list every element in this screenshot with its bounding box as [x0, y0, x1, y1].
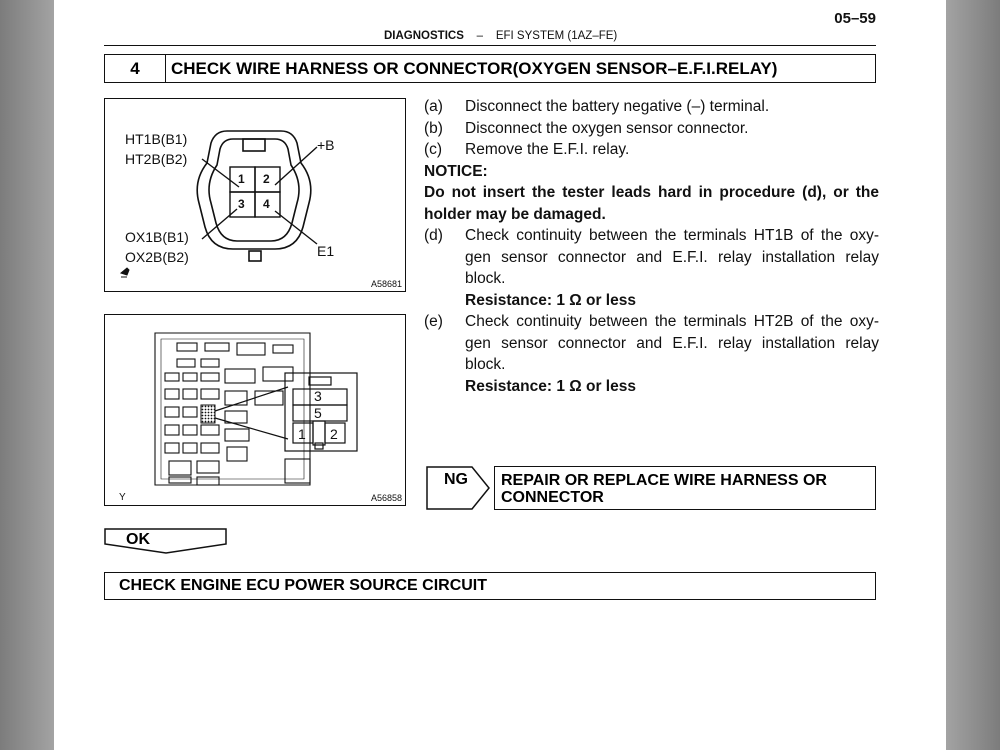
relay-block-figure — [104, 314, 406, 506]
pin-4: 4 — [263, 197, 270, 211]
item-text: Check continuity between the terminals HT1B of the oxy-gen sensor connector and E.F.I. relay installation relay block. — [465, 227, 879, 287]
header-rule — [104, 45, 876, 46]
relay-pin-3: 3 — [314, 388, 322, 404]
section-name: DIAGNOSTICS — [384, 30, 464, 42]
relay-pin-2: 2 — [330, 426, 338, 442]
pin-1: 1 — [238, 172, 245, 186]
label-ht2b: HT2B(B2) — [125, 151, 188, 167]
ok-label: OK — [126, 531, 150, 548]
figure-id: A56858 — [371, 493, 403, 503]
ok-branch-tag — [104, 528, 228, 554]
figure-corner-mark: Y — [119, 492, 126, 503]
item-text: Disconnect the battery negative (–) terminal. — [465, 98, 770, 115]
relay-pin-5: 5 — [314, 405, 322, 421]
viewer-left-margin — [0, 0, 54, 750]
system-name: EFI SYSTEM (1AZ–FE) — [495, 30, 618, 42]
resistance-spec: Resistance: 1 Ω or less — [465, 291, 636, 309]
relay-pin-1: 1 — [298, 426, 306, 442]
item-marker: (e) — [424, 313, 443, 330]
item-marker: (b) — [424, 119, 443, 137]
page-number: 05–59 — [834, 10, 876, 27]
label-e1: E1 — [317, 243, 335, 259]
item-text: Disconnect the oxygen sensor connector. — [465, 119, 749, 137]
ng-label: NG — [444, 471, 468, 488]
instruction-item — [424, 311, 879, 376]
pin-2: 2 — [263, 172, 270, 186]
viewer-right-margin — [946, 0, 1000, 750]
step-title: CHECK WIRE HARNESS OR CONNECTOR(OXYGEN SENSOR–E.F.I.RELAY) — [171, 59, 778, 78]
item-text: Remove the E.F.I. relay. — [465, 141, 630, 158]
item-marker: (d) — [424, 227, 443, 244]
instruction-item — [424, 96, 879, 118]
pin-3: 3 — [238, 197, 245, 211]
step-number: 4 — [105, 55, 166, 82]
item-marker: (c) — [424, 141, 443, 158]
notice-label: NOTICE: — [424, 162, 488, 180]
label-ht1b: HT1B(B1) — [125, 131, 188, 147]
resistance-spec: Resistance: 1 Ω or less — [465, 377, 636, 395]
ng-branch-tag — [426, 466, 491, 510]
instruction-item — [424, 225, 879, 290]
figure-id: A58681 — [371, 279, 403, 289]
instruction-item — [424, 118, 879, 140]
ok-arrow-shape — [104, 528, 228, 554]
label-ox1b: OX1B(B1) — [125, 229, 189, 245]
relay-block-drawing — [105, 315, 405, 505]
connector-figure — [104, 98, 406, 292]
instruction-item — [424, 139, 879, 161]
ng-action-box: REPAIR OR REPLACE WIRE HARNESS OR CONNECTOR — [494, 466, 876, 510]
step-header — [104, 54, 876, 83]
running-head — [384, 30, 617, 42]
label-ox2b: OX2B(B2) — [125, 249, 189, 265]
running-head-separator: – — [476, 30, 484, 42]
item-marker: (a) — [424, 98, 443, 115]
item-text: Check continuity between the terminals HT2B of the oxy-gen sensor connector and E.F.I. relay installation relay block. — [465, 313, 879, 373]
manual-page — [54, 0, 946, 750]
instruction-list — [424, 96, 879, 397]
notice-text: Do not insert the tester leads hard in procedure (d), or the holder may be damaged. — [424, 184, 879, 223]
next-step-box: CHECK ENGINE ECU POWER SOURCE CIRCUIT — [104, 572, 876, 600]
label-plus-b: +B — [317, 137, 335, 153]
